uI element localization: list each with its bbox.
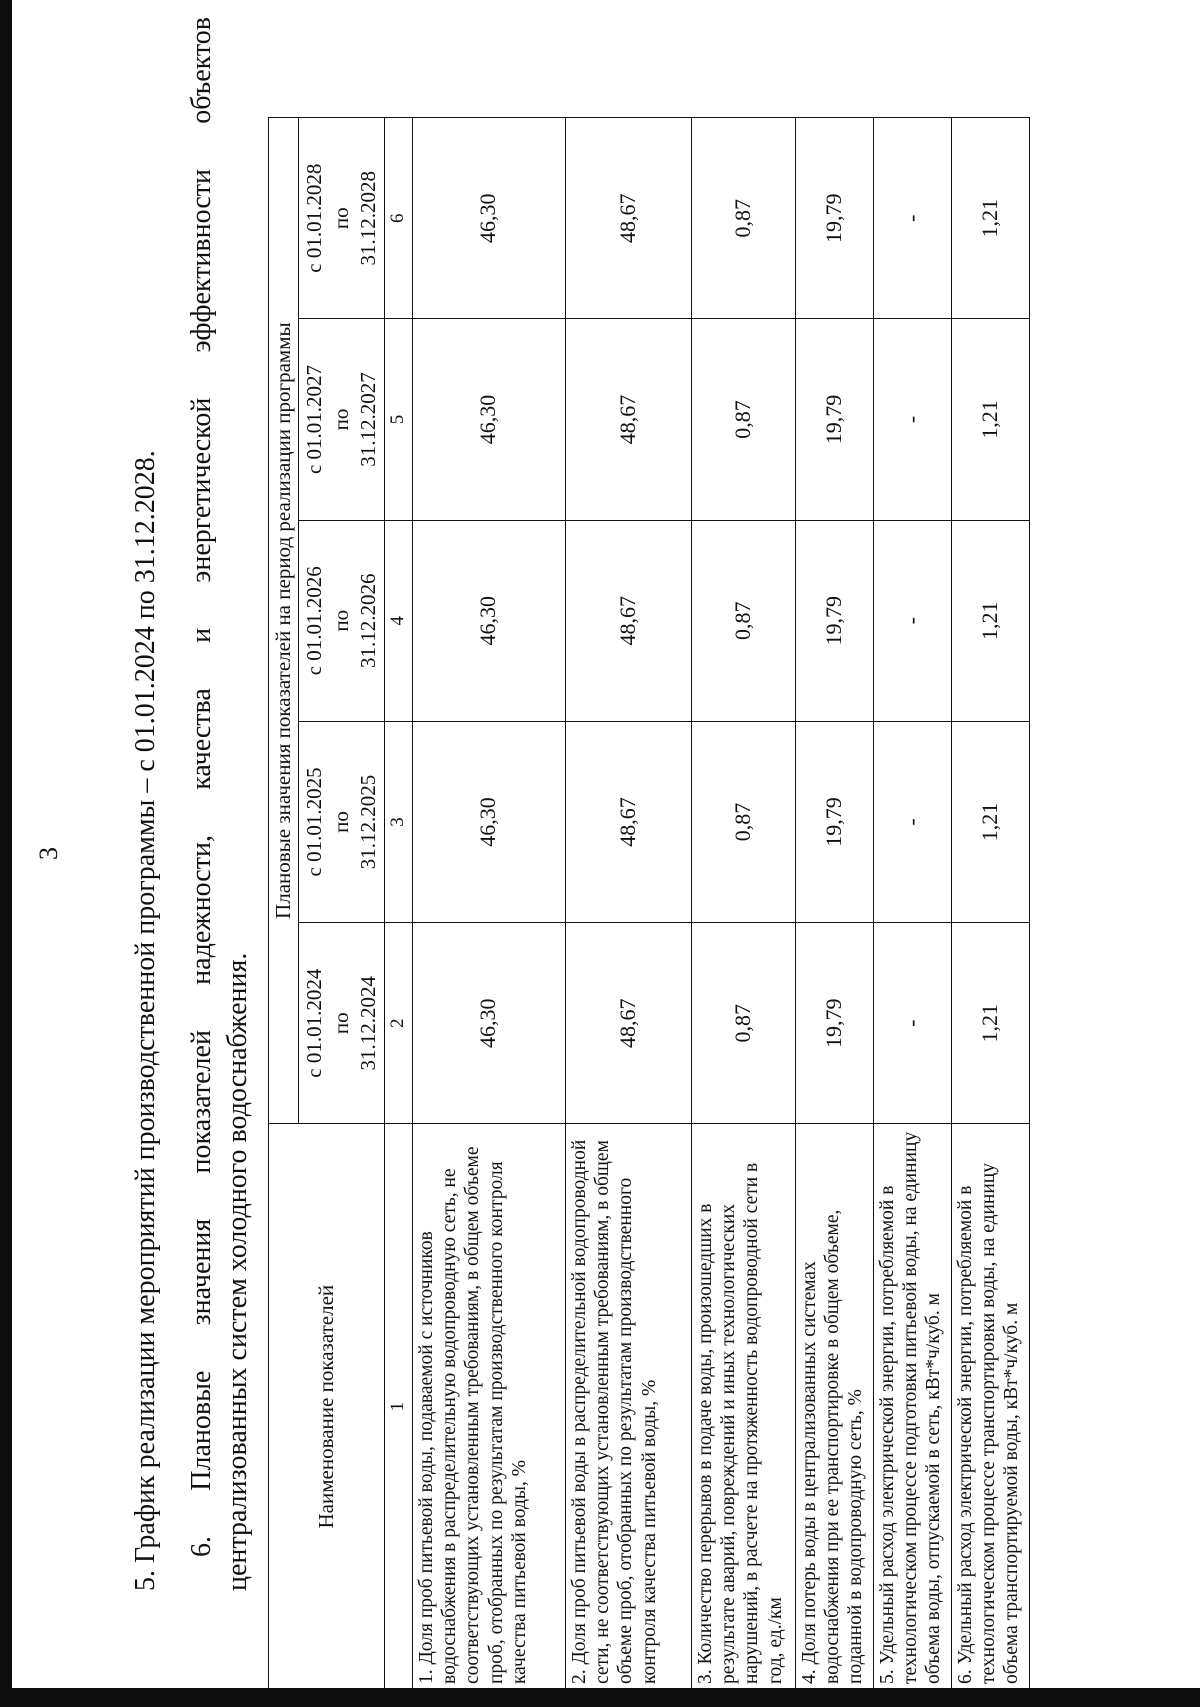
indicator-value: 1,21: [951, 520, 1029, 721]
period-header-2024: с 01.01.2024 по 31.12.2024: [299, 923, 385, 1124]
indicator-value: 46,30: [412, 520, 565, 721]
page-number: 3: [34, 847, 63, 860]
indicator-name: 6. Удельный расход электрической энергии, потребляемой в технологическом процессе транспортировки воды, на единицу объема транспортируемой воды, кВт*ч/куб. м: [951, 1124, 1029, 1690]
indicator-value: 46,30: [412, 721, 565, 922]
indicator-value: 0,87: [691, 118, 795, 319]
indicator-value: -: [873, 520, 951, 721]
indicator-value: 0,87: [691, 319, 795, 520]
indicator-value: 1,21: [951, 721, 1029, 922]
indicator-name: 3. Количество перерывов в подаче воды, произошедших в результате аварий, повреждений и иных технологических нарушений, в расчете на протяженность водопроводной сети в год, ед./км: [691, 1124, 795, 1690]
indicator-name: 4. Доля потерь воды в централизованных системах водоснабжения при ее транспортировке в общем объеме, поданной в водопроводную сеть, %: [795, 1124, 873, 1690]
indicator-value: 19,79: [795, 721, 873, 922]
period-header-2027: с 01.01.2027 по 31.12.2027: [299, 319, 385, 520]
table-row: [565, 118, 691, 1690]
name-column-header: Наименование показателей: [269, 1124, 385, 1690]
indicator-value: -: [873, 319, 951, 520]
indicator-value: 0,87: [691, 923, 795, 1124]
indicator-value: -: [873, 118, 951, 319]
indicator-value: 0,87: [691, 520, 795, 721]
period-header-2026: с 01.01.2026 по 31.12.2026: [299, 520, 385, 721]
column-number-3: 3: [384, 721, 412, 922]
section-5-heading: 5. График реализации мероприятий производственной программы – с 01.01.2024 по 31.12.2028.: [130, 450, 161, 1591]
indicator-value: 46,30: [412, 923, 565, 1124]
column-number-row: [384, 118, 412, 1690]
planned-values-group-header: Плановые значения показателей на период реализации программы: [269, 118, 299, 1124]
indicator-value: 48,67: [565, 319, 691, 520]
table-row: [951, 118, 1029, 1690]
indicator-value: 46,30: [412, 319, 565, 520]
section-6-heading-line-1: 6. Плановые значения показателей надежности, качества и энергетической эффективности объектов: [186, 17, 217, 1557]
indicator-value: 48,67: [565, 721, 691, 922]
indicator-value: 48,67: [565, 520, 691, 721]
indicator-name: 2. Доля проб питьевой воды в распределительной водопроводной сети, не соответствующих установленным требованиям, в общем объеме проб, отобранных по результатам производственного контроля качества питьевой воды, %: [565, 1124, 691, 1690]
table-row: [691, 118, 795, 1690]
indicator-value: -: [873, 721, 951, 922]
indicator-value: 19,79: [795, 923, 873, 1124]
indicator-value: 48,67: [565, 118, 691, 319]
column-number-1: 1: [384, 1124, 412, 1690]
indicator-name: 5. Удельный расход электрической энергии, потребляемой в технологическом процессе подготовки питьевой воды, на единицу объема воды, отпускаемой в сеть, кВт*ч/куб. м: [873, 1124, 951, 1690]
indicator-value: 19,79: [795, 118, 873, 319]
period-header-2028: с 01.01.2028 по 31.12.2028: [299, 118, 385, 319]
indicator-value: 0,87: [691, 721, 795, 922]
indicator-value: -: [873, 923, 951, 1124]
indicator-name: 1. Доля проб питьевой воды, подаваемой с источников водоснабжения в распределительную водопроводную сеть, не соответствующих установленным требованиям, в общем объеме проб, отобранных по результатам производственного контроля качества питьевой воды, %: [412, 1124, 565, 1690]
table-row: [795, 118, 873, 1690]
column-number-6: 6: [384, 118, 412, 319]
indicator-value: 48,67: [565, 923, 691, 1124]
section-6-heading-line-2: централизованных систем холодного водоснабжения.: [222, 952, 253, 1591]
indicator-value: 1,21: [951, 319, 1029, 520]
indicator-value: 46,30: [412, 118, 565, 319]
indicator-value: 1,21: [951, 923, 1029, 1124]
indicator-value: 1,21: [951, 118, 1029, 319]
column-number-4: 4: [384, 520, 412, 721]
period-header-2025: с 01.01.2025 по 31.12.2025: [299, 721, 385, 922]
column-number-5: 5: [384, 319, 412, 520]
indicator-value: 19,79: [795, 319, 873, 520]
indicators-table: [268, 117, 1030, 1690]
table-row: [412, 118, 565, 1690]
column-number-2: 2: [384, 923, 412, 1124]
indicator-value: 19,79: [795, 520, 873, 721]
table-row: [873, 118, 951, 1690]
